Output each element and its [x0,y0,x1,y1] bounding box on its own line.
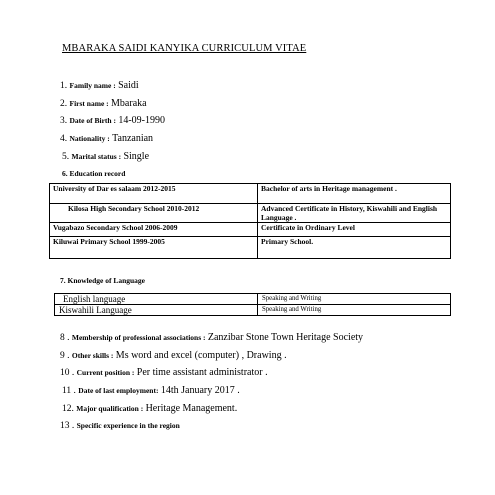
education-table [49,183,451,259]
language-name: English language [55,294,258,305]
item-value: Ms word and excel (computer) , Drawing . [115,350,287,361]
item-number: 13 . [60,421,75,431]
item-number: 2. [60,99,68,109]
personal-item-marital-status [62,151,149,162]
item-label: Nationality : [69,134,110,143]
table-row [50,223,451,237]
table-row [50,237,451,259]
education-award: Primary School. [258,237,451,259]
item-value: 14-09-1990 [118,115,165,126]
language-proficiency: Speaking and Writing [258,294,451,305]
item-major-qualification [62,403,237,414]
language-name: Kiswahili Language [55,305,258,316]
item-other-skills [60,350,287,361]
item-label: Membership of professional associations : [71,333,206,342]
language-proficiency: Speaking and Writing [258,305,451,316]
education-award: Bachelor of arts in Heritage management . [258,184,451,204]
item-number: 8 . [60,333,70,343]
item-value: Saidi [118,80,139,91]
item-number: 5. [62,152,70,162]
item-number: 12. [62,404,74,414]
item-label: Marital status : [71,152,122,161]
item-membership [60,332,363,343]
item-last-employment [62,385,240,396]
item-value: Heritage Management. [145,403,238,414]
education-heading: 6. Education record [62,169,126,178]
item-value: Tanzanian [112,133,154,144]
item-current-position [60,367,268,378]
item-value: Zanzibar Stone Town Heritage Society [207,332,364,343]
education-award: Certificate in Ordinary Level [258,223,451,237]
table-row [55,305,451,316]
item-number: 11 . [62,386,76,396]
item-label: First name : [69,99,109,108]
item-value: Mbaraka [111,98,147,109]
education-institution: University of Dar es salaam 2012-2015 [50,184,258,204]
personal-item-date-of-birth [60,115,165,126]
item-label: Family name : [69,81,116,90]
item-specific-experience [60,420,180,431]
item-value: Single [123,151,150,162]
personal-item-family-name [60,80,139,91]
item-value: 14th January 2017 . [160,385,240,396]
item-number: 4. [60,134,68,144]
item-number: 1. [60,81,68,91]
education-institution: Kiluwai Primary School 1999-2005 [50,237,258,259]
education-award: Advanced Certificate in History, Kiswahili and English Language . [258,204,451,223]
personal-item-nationality [60,133,153,144]
table-row [50,204,451,223]
item-label: Date of last employment: [78,386,159,395]
item-number: 9 . [60,351,70,361]
item-label: Date of Birth : [69,116,116,125]
item-number: 10 . [60,368,75,378]
item-label: Current position : [76,368,135,377]
table-row [50,184,451,204]
education-institution: Kilosa High Secondary School 2010-2012 [50,204,258,223]
education-institution: Vugabazo Secondary School 2006-2009 [50,223,258,237]
item-label: Other skills : [71,351,114,360]
personal-item-first-name [60,98,147,109]
item-value: Per time assistant administrator . [136,367,268,378]
table-row [55,294,451,305]
item-label: Specific experience in the region [76,421,180,430]
item-number: 3. [60,116,68,126]
item-label: Major qualification : [76,404,144,413]
language-table [54,293,451,316]
language-heading: 7. Knowledge of Language [60,276,146,285]
cv-title: MBARAKA SAIDI KANYIKA CURRICULUM VITAE [62,43,307,54]
